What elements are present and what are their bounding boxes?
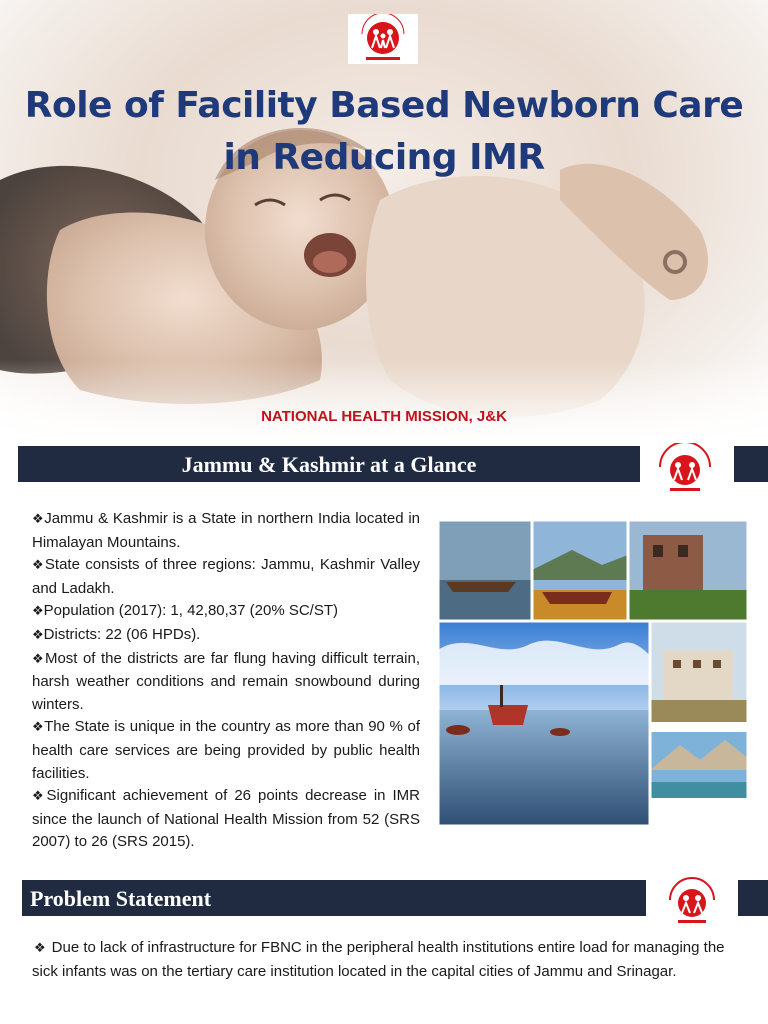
kashmir-photo-collage (438, 520, 748, 826)
diamond-bullet-icon: ❖ (32, 720, 45, 736)
list-item: ❖The State is unique in the country as more than 90 % of health care services are being provided by public health facilities. (32, 718, 421, 782)
list-item: ❖Most of the districts are far flung having difficult terrain, harsh weather conditions and remain snowbound during winters. (32, 649, 420, 713)
list-item: ❖Population (2017): 1, 42,80,37 (20% SC/ST) (32, 602, 338, 620)
title-line-1: Role of Facility Based Newborn Care (24, 85, 744, 126)
list-item: ❖State consists of three regions: Jammu, Kashmir Valley and Ladakh. (32, 556, 421, 597)
list-item: ❖Significant achievement of 26 points decrease in IMR since the launch of National Health Mission from 52 (SRS 2007) to 26 (SRS 2015). (32, 787, 421, 851)
mother-baby-photo (0, 0, 768, 440)
page-title (0, 80, 768, 184)
list-item: ❖Districts: 22 (06 HPDs). (32, 625, 201, 643)
list-item: ❖Jammu & Kashmir is a State in northern India located in Himalayan Mountains. (32, 510, 420, 551)
hero-banner (0, 0, 768, 440)
glance-bullet-list (32, 508, 420, 854)
title-line-2: in Reducing IMR (223, 137, 545, 178)
diamond-bullet-icon: ❖ (32, 512, 45, 527)
section-heading-glance: Jammu & Kashmir at a Glance (18, 446, 640, 482)
nhm-emblem-icon (662, 876, 722, 926)
diamond-bullet-icon: ❖ (32, 558, 45, 574)
diamond-bullet-icon: ❖ (34, 941, 46, 956)
nhm-emblem-icon (650, 443, 720, 495)
heading-accent-block-2 (738, 880, 768, 916)
heading-accent-block-1 (734, 446, 768, 482)
organization-subtitle: NATIONAL HEALTH MISSION, J&K (261, 408, 507, 425)
diamond-bullet-icon: ❖ (32, 789, 47, 805)
diamond-bullet-icon: ❖ (32, 651, 45, 667)
nhm-logo-section2 (662, 876, 722, 926)
section-heading-problem: Problem Statement (22, 880, 646, 916)
nhm-logo-section1 (650, 443, 720, 495)
problem-statement-text: ❖ Due to lack of infrastructure for FBNC in the peripheral health institutions entire load for managing the sick infants was on the tertiary care institution located in the capital cities of Jammu and Srinagar. (32, 939, 725, 980)
nhm-emblem-icon (348, 14, 418, 64)
diamond-bullet-icon: ❖ (32, 627, 44, 643)
nhm-logo-top (348, 14, 418, 64)
diamond-bullet-icon: ❖ (32, 604, 44, 620)
landscape-collage-image (438, 520, 748, 826)
